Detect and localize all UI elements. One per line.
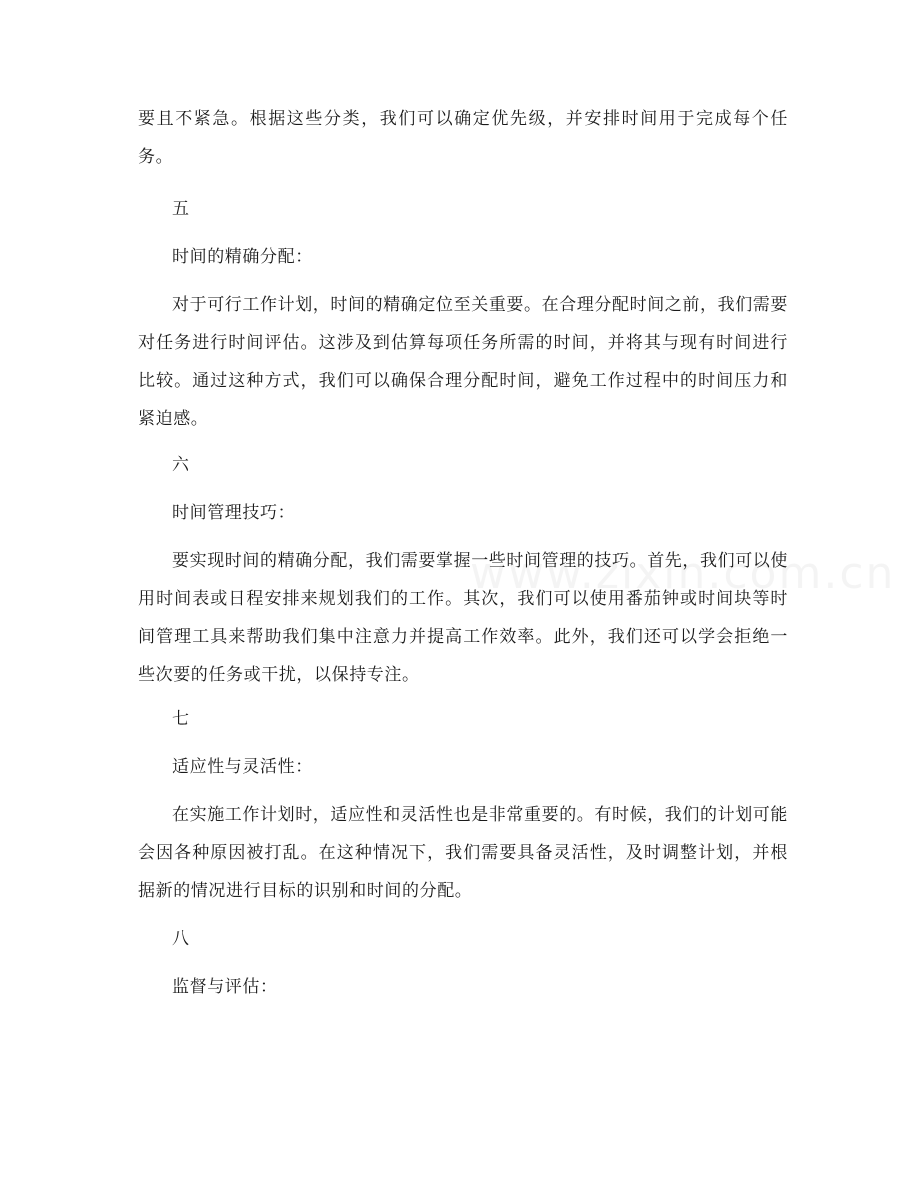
section-heading-8: 监督与评估： [172,977,278,997]
section-body-5: 对于可行工作计划，时间的精确定位至关重要。在合理分配时间之前，我们需要对任务进行时间评估。这涉及到估算每项任务所需的时间，并将其与现有时间进行比较。通过这种方式，我们可以确保合理分配时间，避免工作过程中的时间压力和紧迫感。 [138,295,788,429]
section-number-5: 五 [172,199,190,219]
section-number-8: 八 [172,929,190,949]
section-heading-7: 适应性与灵活性： [172,757,313,777]
section-heading-5: 时间的精确分配： [172,247,313,267]
section-number-7: 七 [172,709,190,729]
watermark [470,548,895,599]
section-body-6: 要实现时间的精确分配，我们需要掌握一些时间管理的技巧。首先，我们可以使用时间表或日程安排来规划我们的工作。其次，我们可以使用番茄钟或时间块等时间管理工具来帮助我们集中注意力并提高工作效率。此外，我们还可以学会拒绝一些次要的任务或干扰，以保持专注。 [138,551,788,685]
section-number-6: 六 [172,455,190,475]
section-body-7: 在实施工作计划时，适应性和灵活性也是非常重要的。有时候，我们的计划可能会因各种原因被打乱。在这种情况下，我们需要具备灵活性，及时调整计划，并根据新的情况进行目标的识别和时间的分配。 [138,805,788,901]
section-heading-6: 时间管理技巧： [172,503,296,523]
paragraph-intro-tail: 要且不紧急。根据这些分类，我们可以确定优先级，并安排时间用于完成每个任务。 [138,109,788,167]
